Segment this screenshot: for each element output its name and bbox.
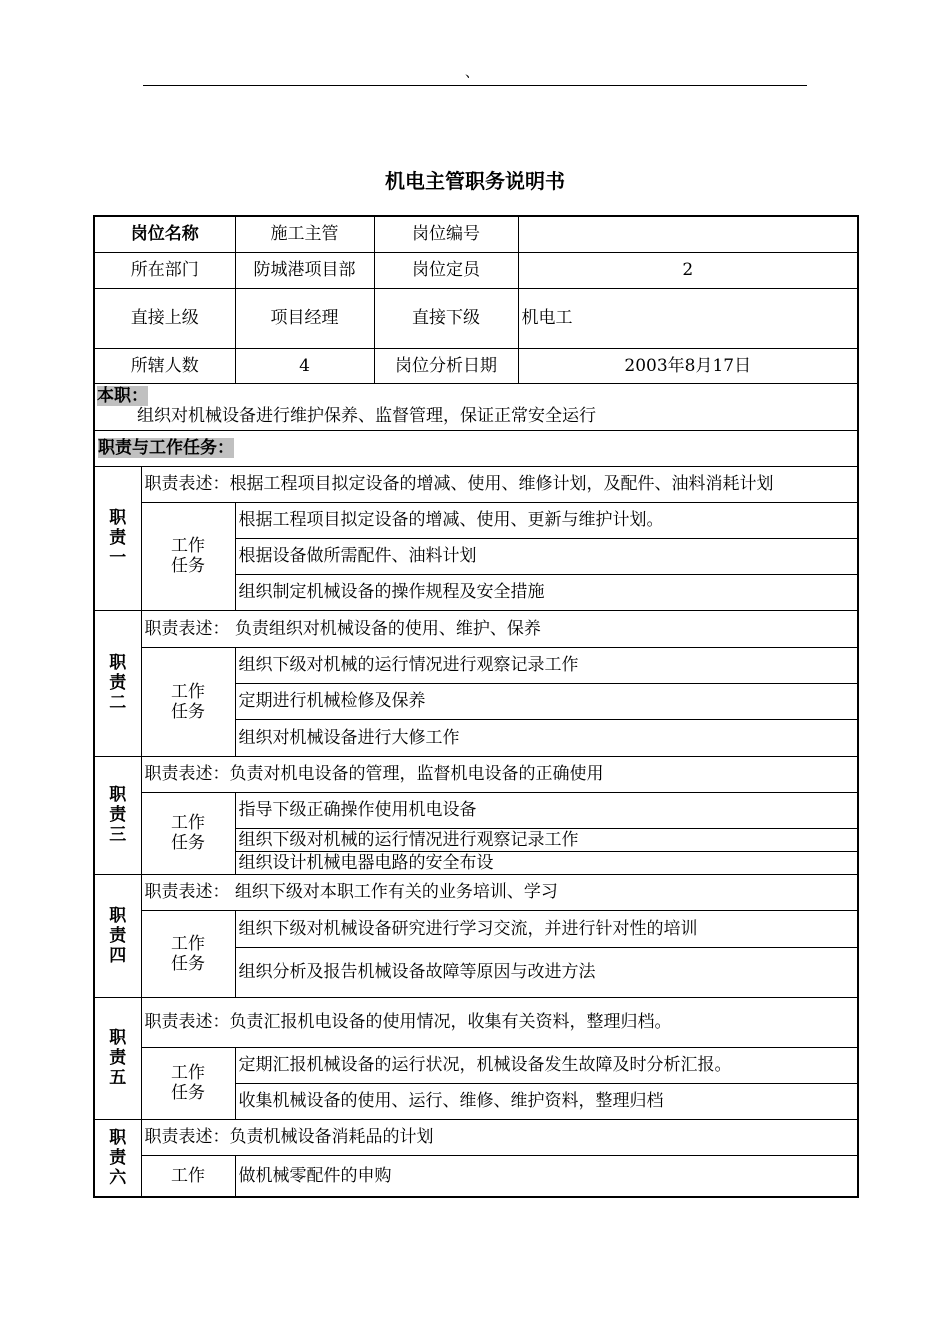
responsibility-name: 职责一 bbox=[94, 466, 141, 610]
responsibility-statement: 职责表述：负责对机电设备的管理，监督机电设备的正确使用 bbox=[141, 756, 858, 792]
value-position-name: 施工主管 bbox=[235, 216, 374, 252]
header-mark: 、 bbox=[465, 65, 479, 81]
value-supervisor: 项目经理 bbox=[235, 288, 374, 348]
label-headcount: 岗位定员 bbox=[374, 252, 518, 288]
task-item: 组织下级对机械设备研究进行学习交流，并进行针对性的培训 bbox=[235, 910, 858, 947]
task-row bbox=[94, 792, 858, 828]
task-row bbox=[94, 502, 858, 538]
value-subordinate: 机电工 bbox=[518, 288, 858, 348]
responsibilities-header-cell bbox=[94, 430, 858, 466]
label-position-name: 岗位名称 bbox=[94, 216, 235, 252]
task-item: 组织下级对机械的运行情况进行观察记录工作 bbox=[235, 828, 858, 851]
label-subordinate: 直接下级 bbox=[374, 288, 518, 348]
task-item: 根据工程项目拟定设备的增减、使用、更新与维护计划。 bbox=[235, 502, 858, 538]
info-row bbox=[94, 216, 858, 252]
document-title: 机电主管职务说明书 bbox=[385, 169, 565, 193]
responsibility-statement-row bbox=[94, 610, 858, 647]
value-analysis-date: 2003年8月17日 bbox=[518, 348, 858, 383]
responsibility-statement: 职责表述：负责机械设备消耗品的计划 bbox=[141, 1119, 858, 1155]
main-duty-text: 组织对机械设备进行维护保养、监督管理，保证正常安全运行 bbox=[137, 405, 596, 426]
task-label: 工作 任务 bbox=[141, 647, 235, 756]
task-row bbox=[94, 1155, 858, 1197]
label-supervisor: 直接上级 bbox=[94, 288, 235, 348]
main-duty-label: 本职： bbox=[97, 385, 148, 406]
task-label: 工作 任务 bbox=[141, 1047, 235, 1119]
responsibilities-label: 职责与工作任务： bbox=[98, 438, 234, 458]
value-department: 防城港项目部 bbox=[235, 252, 374, 288]
info-row bbox=[94, 252, 858, 288]
task-item: 定期进行机械检修及保养 bbox=[235, 683, 858, 719]
value-position-code bbox=[518, 216, 858, 252]
task-label: 工作 任务 bbox=[141, 792, 235, 874]
responsibility-name: 职责二 bbox=[94, 610, 141, 756]
task-item: 组织对机械设备进行大修工作 bbox=[235, 719, 858, 756]
responsibilities-header-row bbox=[94, 430, 858, 466]
main-duty-cell bbox=[94, 383, 858, 430]
responsibility-name: 职责三 bbox=[94, 756, 141, 874]
task-label: 工作 bbox=[141, 1155, 235, 1197]
task-label: 工作 任务 bbox=[141, 910, 235, 997]
task-item: 收集机械设备的使用、运行、维修、维护资料，整理归档 bbox=[235, 1083, 858, 1119]
task-item: 指导下级正确操作使用机电设备 bbox=[235, 792, 858, 828]
responsibility-statement-row bbox=[94, 997, 858, 1047]
main-duty-row bbox=[94, 383, 858, 430]
task-item: 组织设计机械电器电路的安全布设 bbox=[235, 851, 858, 874]
responsibility-statement-row bbox=[94, 466, 858, 502]
task-row bbox=[94, 647, 858, 683]
responsibility-name: 职责四 bbox=[94, 874, 141, 997]
responsibility-statement-row bbox=[94, 756, 858, 792]
task-row bbox=[94, 1047, 858, 1083]
info-row bbox=[94, 348, 858, 383]
value-staff-count: 4 bbox=[235, 348, 374, 383]
label-analysis-date: 岗位分析日期 bbox=[374, 348, 518, 383]
responsibility-statement: 职责表述： 组织下级对本职工作有关的业务培训、学习 bbox=[141, 874, 858, 910]
task-item: 组织制定机械设备的操作规程及安全措施 bbox=[235, 574, 858, 610]
responsibility-statement-row bbox=[94, 874, 858, 910]
responsibility-name: 职责六 bbox=[94, 1119, 141, 1197]
responsibility-statement: 职责表述： 负责组织对机械设备的使用、维护、保养 bbox=[141, 610, 858, 647]
task-row bbox=[94, 910, 858, 947]
task-item: 根据设备做所需配件、油料计划 bbox=[235, 538, 858, 574]
responsibility-statement: 职责表述：根据工程项目拟定设备的增减、使用、维修计划，及配件、油料消耗计划 bbox=[141, 466, 858, 502]
label-department: 所在部门 bbox=[94, 252, 235, 288]
task-label: 工作 任务 bbox=[141, 502, 235, 610]
responsibility-statement-row bbox=[94, 1119, 858, 1155]
header-rule bbox=[143, 85, 807, 86]
responsibility-statement: 职责表述：负责汇报机电设备的使用情况，收集有关资料，整理归档。 bbox=[141, 997, 858, 1047]
label-position-code: 岗位编号 bbox=[374, 216, 518, 252]
info-row bbox=[94, 288, 858, 348]
task-item: 组织分析及报告机械设备故障等原因与改进方法 bbox=[235, 947, 858, 997]
responsibility-name: 职责五 bbox=[94, 997, 141, 1119]
label-staff-count: 所辖人数 bbox=[94, 348, 235, 383]
job-description-table bbox=[93, 215, 859, 1198]
task-item: 做机械零配件的申购 bbox=[235, 1155, 858, 1197]
task-item: 定期汇报机械设备的运行状况，机械设备发生故障及时分析汇报。 bbox=[235, 1047, 858, 1083]
task-item: 组织下级对机械的运行情况进行观察记录工作 bbox=[235, 647, 858, 683]
value-headcount: 2 bbox=[518, 252, 858, 288]
